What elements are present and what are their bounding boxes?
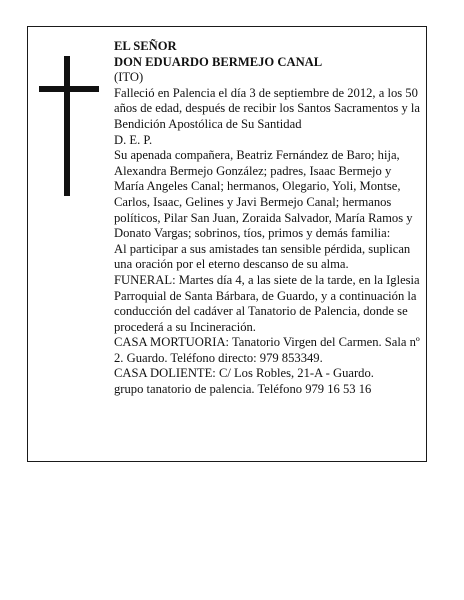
- funeral-paragraph: FUNERAL: Martes día 4, a las siete de la tarde, en la Iglesia Parroquial de Santa Bárbara, de Guardo, y a continuación la conducción del cadáver al Tanatorio de Palencia, donde se procederá a su Incineración.: [114, 272, 420, 334]
- family-paragraph: Su apenada compañera, Beatriz Fernández de Baro; hija, Alexandra Bermejo González; padres, Isaac Bermejo y María Angeles Canal; hermanos, Olegario, Yoli, Montse, Carlos, Isaac, Gelines y Javi Bermejo Canal; hermanos políticos, Pilar San Juan, Zoraida Salvador, María Ramos y Donato Vargas; sobrinos, tíos, primos y demás familia:: [114, 148, 413, 241]
- prayer-paragraph: Al participar a sus amistades tan sensible pérdida, suplican una oración por el eterno descanso de su alma.: [114, 241, 411, 272]
- mortuary-paragraph: CASA MORTUORIA: Tanatorio Virgen del Carmen. Sala nº 2. Guardo. Teléfono directo: 979 853349.: [114, 335, 420, 365]
- mourning-house-paragraph: CASA DOLIENTE: C/ Los Robles, 21-A - Guardo.: [114, 366, 374, 381]
- funeral-home-paragraph: grupo tanatorio de palencia. Teléfono 979 16 53 16: [114, 382, 372, 397]
- cross-horizontal-bar: [39, 86, 99, 92]
- notice-title-honorific: EL SEÑOR: [114, 39, 177, 53]
- death-paragraph: Falleció en Palencia el día 3 de septiembre de 2012, a los 50 años de edad, después de recibir los Santos Sacramentos y la Bendición Apostólica de Su Santidad: [114, 85, 421, 131]
- rip-line: D. E. P.: [114, 132, 153, 147]
- obituary-notice: [27, 26, 427, 462]
- notice-title-name: DON EDUARDO BERMEJO CANAL: [114, 54, 323, 69]
- notice-nickname: (ITO): [114, 70, 144, 85]
- latin-cross-icon: [39, 56, 99, 196]
- obituary-text: [114, 39, 424, 398]
- cross-vertical-bar: [64, 56, 70, 196]
